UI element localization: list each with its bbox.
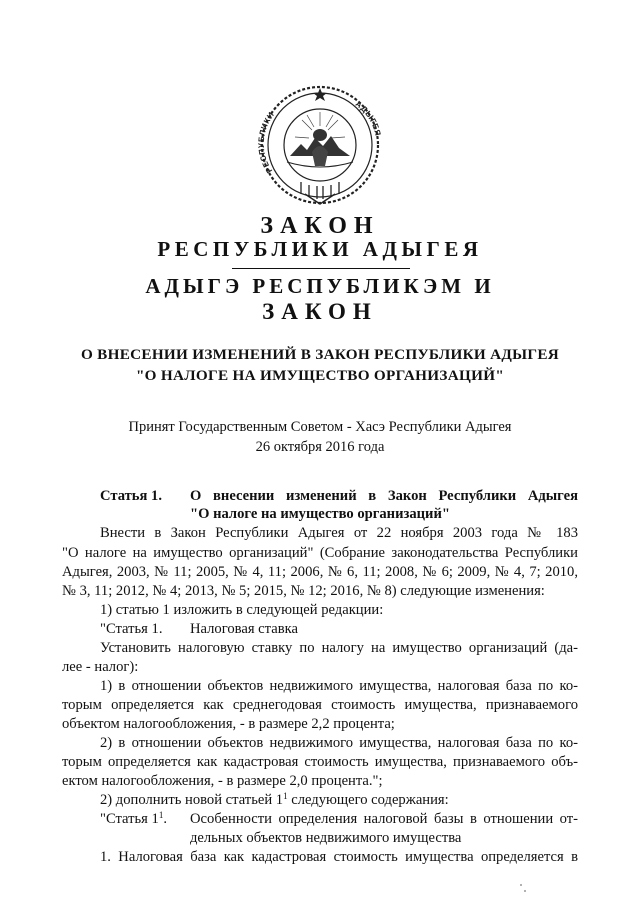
quoted-article-label: "Статья 1. [100,621,163,637]
list-item: 1) статью 1 изложить в следующей редакции: [100,602,384,618]
paragraph-line: 2) в отношении объектов недвижимого имущества, налоговая база по ко- [100,735,578,751]
article-title-line-2: "О налоге на имущество организаций" [190,506,450,522]
quoted-article-label: "Статья $1^1$. [100,810,168,827]
adoption-line: Принят Государственным Советом - Хасэ Республики Адыгея [128,419,512,435]
list-item-text: следующего содержания: [287,792,449,808]
quoted-article-title: Налоговая ставка [190,621,298,637]
article-label: Статья 1. [100,488,162,504]
emblem-arc-left: РЕСПУБЛИКИ [257,110,277,175]
republic-title: РЕСПУБЛИКИ АДЫГЕЯ [157,237,483,261]
paragraph-line: Установить налоговую ставку по налогу на имущество организаций (да- [100,640,578,656]
superscript: 1 [158,810,164,820]
paragraph-line: "О налоге на имущество организаций" (Собрание законодательства Республики [62,545,578,561]
paragraph-line: Адыгея, 2003, № 11; 2005, № 4, 11; 2006, № 6, 11; 2008, № 6; 2009, № 4, 7; 2010, [62,564,578,580]
adoption-date: 26 октября 2016 года [255,439,385,455]
law-title: ЗАКОН [260,213,380,239]
adyghe-law-title: ЗАКОН [262,299,378,324]
list-item-text: 2) дополнить новой статьей 1 [100,792,284,808]
adyghe-republic-title: АДЫГЭ РЕСПУБЛИКЭМ И [145,274,495,298]
paragraph-line: торым определяется как среднегодовая стоимость имущества, признаваемого [62,697,578,713]
quoted-article-title: дельных объектов недвижимого имущества [190,830,462,846]
paragraph-line: № 3, 11; 2012, № 4; 2013, № 5; 2015, № 12; 2016, № 8) следующие изменения: [62,583,545,599]
paragraph-line: объектом налогообложения, - в размере 2,2 процента; [62,716,395,732]
svg-text:РЕСПУБЛИКИ [257,110,276,174]
list-item [100,791,449,809]
subject-line-2: "О НАЛОГЕ НА ИМУЩЕСТВО ОРГАНИЗАЦИЙ" [135,367,505,384]
subject-line-1: О ВНЕСЕНИИ ИЗМЕНЕНИЙ В ЗАКОН РЕСПУБЛИКИ АДЫГЕЯ [80,346,560,363]
paragraph-line: торым определяется как кадастровая стоимость имущества, признаваемого объ- [62,754,578,770]
scan-speck [524,890,526,892]
scan-speck [520,884,522,886]
superscript: 1 [283,791,288,801]
paragraph-line: 1) в отношении объектов недвижимого имущества, налоговая база по ко- [100,678,578,694]
paragraph-line: Внести в Закон Республики Адыгея от 22 ноября 2003 года № 183 [100,525,578,541]
title-divider [232,268,410,269]
paragraph-line: ектом налогообложения, - в размере 2,0 процента."; [62,773,383,789]
emblem-arc-right: АДЫГЕЯ [353,99,383,137]
paragraph-line: 1. Налоговая база как кадастровая стоимость имущества определяется в [100,849,578,865]
article-title-line-1: О внесении изменений в Закон Республики Адыгея [190,488,578,504]
paragraph-line: лее - налог): [62,659,139,675]
svg-text:АДЫГЕЯ [354,99,383,137]
quoted-article-title: Особенности определения налоговой базы в отношении от- [190,811,578,827]
coat-of-arms-icon [257,82,383,208]
